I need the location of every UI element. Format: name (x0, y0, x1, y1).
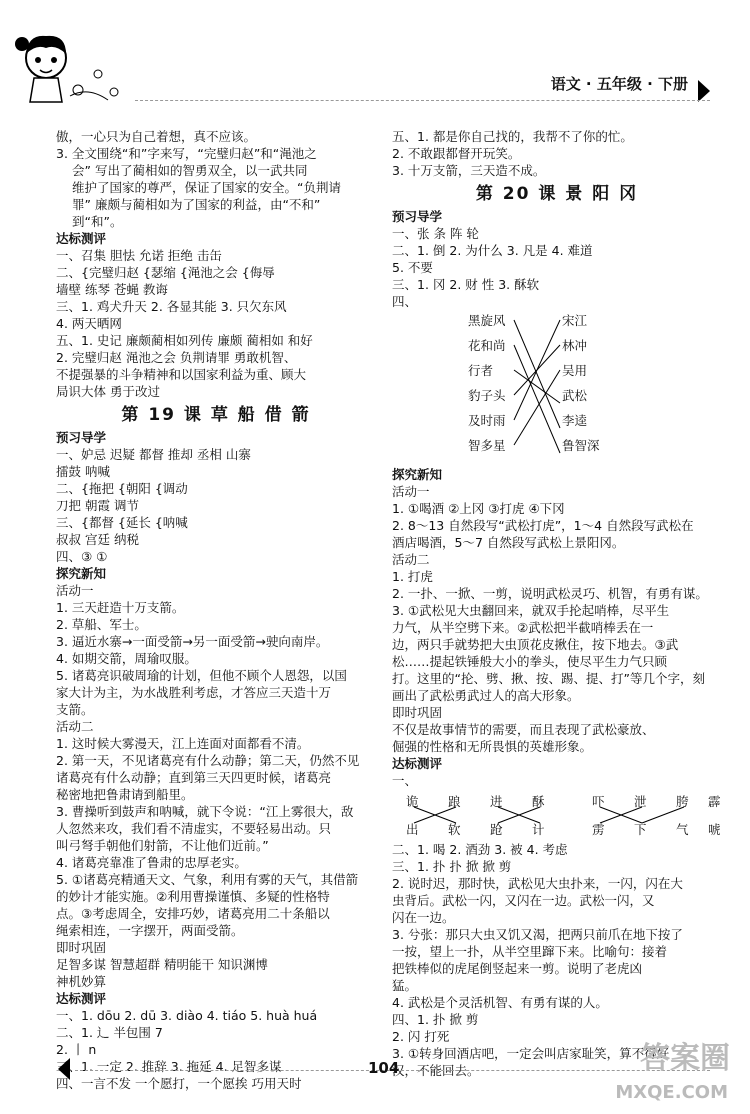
answer-line: 维护了国家的尊严，保证了国家的安全。“负荆请 (72, 180, 341, 195)
match-left-item: 黑旋风 (468, 313, 506, 328)
match-top-char: 踉 (448, 794, 461, 809)
match-bottom-char: 跄 (490, 822, 503, 837)
match-bottom-char: 唬 (708, 822, 721, 837)
match-bottom-char: 气 (676, 822, 689, 837)
activity-label: 活动一 (56, 583, 94, 598)
match-top-char: 霹 (708, 794, 721, 809)
character-matching-lines (392, 793, 722, 837)
match-top-char: 吓 (592, 794, 605, 809)
answer-line: 家大计为主，为水战胜利考虑，才答应三天造十万 (56, 685, 332, 700)
answer-line: 1. 打虎 (392, 569, 433, 584)
answer-line: 1. 这时候大雾漫天，江上连面对面都看不清。 (56, 736, 310, 751)
answer-line: 四、1. 扑 掀 剪 (392, 1012, 479, 1027)
header-divider (135, 100, 710, 101)
answer-line: 罪” 廉颇与蔺相如为了国家的利益，由“不和” (72, 197, 321, 212)
section-heading: 预习导学 (56, 430, 107, 445)
answer-line: 二、{完璧归赵 {瑟缩 {渑池之会 {侮辱 (56, 265, 275, 280)
answer-line: 5. ①诸葛亮精通天文、气象，利用有雾的天气，其借箭 (56, 872, 359, 887)
answer-line: 三、1. 鸡犬升天 2. 各显其能 3. 只欠东风 (56, 299, 287, 314)
match-left-item: 豹子头 (468, 388, 506, 403)
activity-label: 即时巩固 (56, 940, 107, 955)
answer-line: 四、一言不发 一个愿打，一个愿挨 巧用天时 (56, 1076, 302, 1091)
answer-line: 3. 曹操听到鼓声和呐喊，就下令说：“江上雾很大，敌 (56, 804, 354, 819)
answer-line: 打。这里的“抡、劈、揪、按、踢、提、打”等几个字，刻 (392, 671, 705, 686)
match-bottom-char: 出 (406, 822, 419, 837)
match-top-char: 酥 (532, 794, 545, 809)
match-left-item: 智多星 (468, 438, 506, 453)
answer-line: 5. 不要 (392, 260, 433, 275)
match-bottom-char: 软 (448, 822, 461, 837)
header-title: 语文 · 五年级 · 下册 (550, 75, 688, 93)
answer-line: 2. 丨 n (56, 1042, 97, 1057)
answer-line: 2. 说时迟，那时快，武松见大虫扑来，一闪，闪在大 (392, 876, 683, 891)
activity-label: 活动二 (56, 719, 94, 734)
answer-line: 酒店喝酒，5～7 自然段写武松上景阳冈。 (392, 535, 625, 550)
answer-line: 绳索相连，一字摆开，两面受箭。 (56, 923, 244, 938)
answer-line: 1. ①喝酒 ②上冈 ③打虎 ④下冈 (392, 501, 565, 516)
answer-line: 一、张 条 阵 轮 (392, 226, 479, 241)
answer-line: 墙壁 练琴 苍蝇 教诲 (56, 282, 168, 297)
answer-line: 三、{都督 {延长 {呐喊 (56, 515, 188, 530)
answer-line: 支箭。 (56, 702, 94, 717)
answer-line: 傲，一心只为自己着想，真不应该。 (56, 129, 257, 144)
answer-line: 3. ①转身回酒店吧，一定会叫店家耻笑，算不得好 (392, 1046, 670, 1061)
page-footer (0, 1040, 750, 1114)
match-top-char: 胯 (676, 794, 689, 809)
match-right-item: 鲁智深 (562, 438, 600, 453)
answer-line: 4. 如期交箭，周瑜叹服。 (56, 651, 197, 666)
answer-line: 不提强暴的斗争精神和以国家利益为重、顾大 (56, 367, 307, 382)
header-arrow-icon (698, 80, 710, 102)
answer-line: 人忽然来攻，我们看不清虚实，不要轻易出动。只 (56, 821, 332, 836)
answer-line: 叔叔 宫廷 纳税 (56, 532, 139, 547)
activity-label: 活动一 (392, 484, 430, 499)
answer-line: 1. 三天赶造十万支箭。 (56, 600, 185, 615)
match-bottom-char: 下 (634, 822, 647, 837)
footer-arrow-icon (58, 1058, 70, 1080)
answer-line: 3. 逼近水寨→一面受箭→另一面受箭→驶向南岸。 (56, 634, 329, 649)
answer-line: 倔强的性格和无所畏惧的英雄形象。 (392, 739, 593, 754)
matching-lines (392, 312, 722, 462)
answer-line: 一、妒忌 迟疑 都督 推却 丞相 山寨 (56, 447, 251, 462)
section-heading: 预习导学 (392, 209, 443, 224)
answer-line: 叫弓弩手朝他们射箭，不让他们近前。” (56, 838, 269, 853)
match-left-item: 及时雨 (468, 413, 506, 428)
match-right-item: 武松 (562, 388, 588, 403)
section-heading: 达标测评 (56, 231, 107, 246)
answer-line: 秘密地把鲁肃请到船里。 (56, 787, 194, 802)
activity-label: 即时巩固 (392, 705, 443, 720)
cartoon-girl-logo (8, 30, 138, 110)
answer-line: 三、1. 扑 扑 掀 掀 剪 (392, 859, 512, 874)
answer-line: 二、1. 辶 半包围 7 (56, 1025, 163, 1040)
answer-line: 4. 诸葛亮靠准了鲁肃的忠厚老实。 (56, 855, 247, 870)
match-right-item: 林冲 (562, 338, 588, 353)
match-right-item: 吴用 (562, 363, 588, 378)
answer-line: 刀把 朝霞 调节 (56, 498, 139, 513)
answer-line: 2. 完璧归赵 渑池之会 负荆请罪 勇敢机智、 (56, 350, 297, 365)
lesson-title: 第 20 课 景 阳 冈 (475, 184, 639, 204)
character-matching-diagram (392, 793, 722, 837)
section-heading: 探究新知 (56, 566, 107, 581)
answer-line: 五、1. 都是你自己找的，我帮不了你的忙。 (392, 129, 633, 144)
watermark-logo: 答案圈 (640, 1041, 730, 1076)
answer-line: 4. 两天晒网 (56, 316, 122, 331)
answer-line: 到“和”。 (72, 214, 123, 229)
answer-line: 会” 写出了蔺相如的智勇双全，以一武共同 (72, 163, 308, 178)
match-top-char: 进 (490, 794, 503, 809)
answer-line: 神机妙算 (56, 974, 107, 989)
match-bottom-char: 计 (532, 822, 545, 837)
answer-line: 2. 一扑、一掀、一剪，说明武松灵巧、机智，有勇有谋。 (392, 586, 708, 601)
answer-line: 局识大体 勇于改过 (56, 384, 160, 399)
answer-line: 4. 武松是个灵活机智、有勇有谋的人。 (392, 995, 608, 1010)
answer-line: 闪在一边。 (392, 910, 455, 925)
answer-line: 汉，不能回去。 (392, 1063, 480, 1078)
answer-line: 5. 诸葛亮识破周瑜的计划，但他不顾个人恩怨，以国 (56, 668, 347, 683)
answer-line: 一、 (392, 773, 418, 788)
answer-line: 松……提起铁锤般大小的拳头，使尽平生力气只顾 (392, 654, 668, 669)
answer-line: 虫背后。武松一闪，又闪在一边。武松一闪，又 (392, 893, 655, 908)
nickname-matching-diagram (392, 312, 722, 462)
answer-line: 边，两只手就势把大虫顶花皮揪住，按下地去。③武 (392, 637, 679, 652)
answer-line: 3. 全文围绕“和”字来写，“完璧归赵”和“渑池之 (56, 146, 317, 161)
section-heading: 探究新知 (392, 467, 443, 482)
answer-line: 足智多谋 智慧超群 精明能干 知识渊博 (56, 957, 268, 972)
answer-line: 三、1. 冈 2. 财 性 3. 酥软 (392, 277, 540, 292)
left-column (56, 128, 376, 1092)
answer-line: 五、1. 史记 廉颇蔺相如列传 廉颇 蔺相如 和好 (56, 333, 313, 348)
answer-line: 2. 闪 打死 (392, 1029, 450, 1044)
answer-line: 四、 (392, 294, 418, 309)
answer-line: 3. 兮张：那只大虫又饥又渴，把两只前爪在地下按了 (392, 927, 683, 942)
match-right-item: 宋江 (562, 313, 588, 328)
answer-line: 擂鼓 呐喊 (56, 464, 110, 479)
answer-line: 2. 不敢跟都督开玩笑。 (392, 146, 521, 161)
match-top-char: 诡 (406, 794, 419, 809)
answer-line: 2. 草船、军士。 (56, 617, 147, 632)
answer-line: 点。③考虑周全，安排巧妙，诸葛亮用二十条船以 (56, 906, 330, 921)
answer-line: 二、1. 倒 2. 为什么 3. 凡是 4. 难道 (392, 243, 593, 258)
answer-line: 3. 十万支箭，三天造不成。 (392, 163, 546, 178)
page-header (0, 0, 750, 110)
activity-label: 活动二 (392, 552, 430, 567)
answer-line: 诸葛亮有什么动静；直到第三天四更时候，诸葛亮 (56, 770, 332, 785)
answer-line: 猛。 (392, 978, 418, 993)
answer-line: 力气，从半空劈下来。②武松把半截哨棒丢在一 (392, 620, 654, 635)
answer-line: 2. 8～13 自然段写“武松打虎”，1～4 自然段写武松在 (392, 518, 694, 533)
answer-line: 的妙计才能实施。②利用曹操谨慎、多疑的性格特 (56, 889, 330, 904)
answer-line: 二、1. 喝 2. 酒劲 3. 被 4. 考虑 (392, 842, 568, 857)
answer-line: 一、召集 胆怯 允诺 拒绝 击缶 (56, 248, 222, 263)
section-heading: 达标测评 (56, 991, 107, 1006)
answer-line: 一、1. dōu 2. dū 3. diào 4. tiáo 5. huà huá (56, 1008, 318, 1023)
answer-line: 画出了武松勇武过人的高大形象。 (392, 688, 580, 703)
answer-line: 四、③ ① (56, 549, 108, 564)
answer-line: 一按，望上一扑，从半空里蹿下来。比喻句：接着 (392, 944, 668, 959)
right-column (392, 128, 722, 1079)
page-number: 104 (368, 1059, 400, 1077)
watermark-url: MXQE.COM (615, 1082, 728, 1103)
section-heading: 达标测评 (392, 756, 443, 771)
answer-line: 3. ①武松见大虫翻回来，就双手抡起哨棒，尽平生 (392, 603, 670, 618)
match-right-item: 李逵 (562, 413, 588, 428)
match-bottom-char: 雳 (592, 822, 605, 837)
lesson-title: 第 19 课 草 船 借 箭 (121, 405, 311, 425)
match-left-item: 花和尚 (468, 338, 506, 353)
match-left-item: 行者 (468, 363, 494, 378)
answer-line: 二、{拖把 {朝阳 {调动 (56, 481, 188, 496)
answer-line: 三、1. 一定 2. 推辞 3. 拖延 4. 足智多谋 (56, 1059, 282, 1074)
answer-line: 把铁棒似的虎尾倒竖起来一剪。说明了老虎凶 (392, 961, 643, 976)
answer-line: 2. 第一天，不见诸葛亮有什么动静；第二天，仍然不见 (56, 753, 360, 768)
answer-line: 不仅是故事情节的需要，而且表现了武松豪放、 (392, 722, 655, 737)
match-top-char: 泄 (634, 794, 647, 809)
